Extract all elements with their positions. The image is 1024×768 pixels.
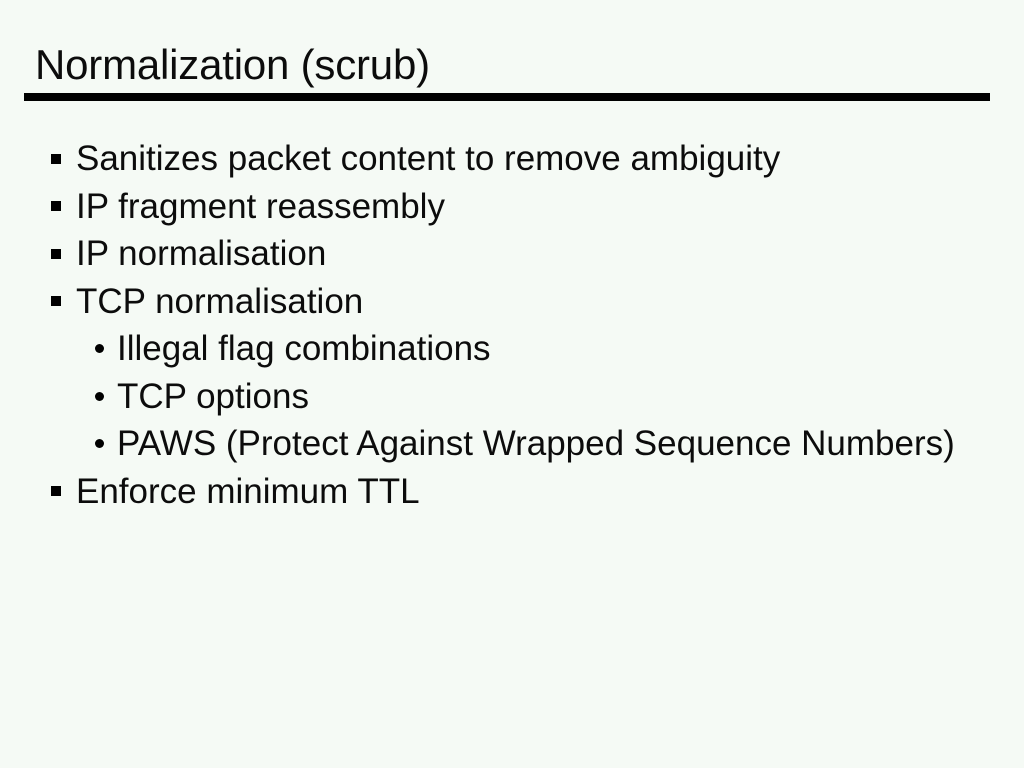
- list-item: [0, 230, 1024, 278]
- bullet-list: [0, 135, 1024, 515]
- bullet-text: IP normalisation: [76, 234, 327, 273]
- title-underline-rule: [24, 93, 990, 101]
- square-bullet-icon: [51, 201, 61, 211]
- bullet-text: IP fragment reassembly: [76, 186, 445, 226]
- list-item: [0, 420, 1024, 468]
- list-item: [0, 135, 1024, 183]
- slide-title: Normalization (scrub): [35, 41, 430, 88]
- list-item: [0, 183, 1024, 231]
- bullet-text: Illegal flag combinations: [117, 329, 491, 368]
- square-bullet-icon: [51, 154, 61, 164]
- list-item: [0, 278, 1024, 326]
- square-bullet-icon: [51, 486, 61, 496]
- list-item: [0, 325, 1024, 373]
- round-bullet-icon: [95, 439, 104, 448]
- square-bullet-icon: [51, 296, 61, 306]
- bullet-text: Enforce minimum TTL: [76, 471, 420, 511]
- bullet-text: PAWS (Protect Against Wrapped Sequence Numbers): [117, 424, 955, 463]
- list-item: [0, 468, 1024, 516]
- bullet-text: Sanitizes packet content to remove ambiguity: [76, 139, 781, 178]
- square-bullet-icon: [51, 249, 61, 259]
- list-item: [0, 373, 1024, 421]
- round-bullet-icon: [95, 344, 104, 353]
- bullet-text: TCP options: [117, 376, 309, 416]
- bullet-text: TCP normalisation: [76, 281, 364, 321]
- round-bullet-icon: [95, 392, 104, 401]
